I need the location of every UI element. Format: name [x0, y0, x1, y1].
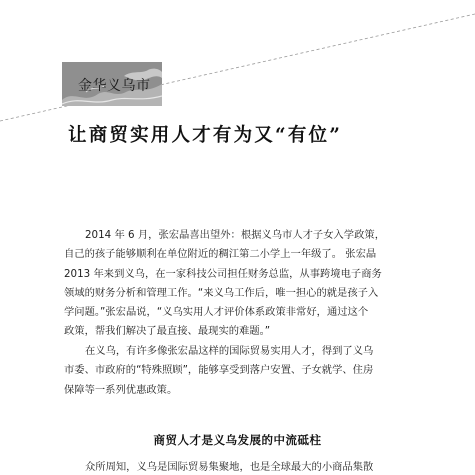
paragraph-line: 自己的孩子能够顺利在单位附近的稠江第二小学上一年级了。 张宏晶 [64, 248, 377, 261]
city-tag-label: 金华义乌市 [78, 78, 151, 94]
paragraph-1 [64, 226, 416, 342]
article-title: 让商贸实用人才有为又“有位” [68, 125, 343, 146]
paragraph-line: 领域的财务分析和管理工作。“来义乌工作后，唯一担心的就是孩子入 [64, 286, 379, 299]
paragraph-line: 2013 年来到义乌，在一家科技公司担任财务总监，从事跨境电子商务 [64, 267, 382, 280]
city-tag-banner [62, 62, 162, 106]
section-subheading: 商贸人才是义乌发展的中流砥柱 [153, 433, 322, 447]
paragraph-line: 市委、市政府的“特殊照顾”，能够享受到落户安置、子女就学、住房 [64, 364, 374, 377]
paragraph-line: 2014 年 6 月，张宏晶喜出望外：根据义乌市人才子女入学政策， [85, 229, 385, 241]
paragraph-2 [64, 342, 416, 400]
paragraph-line: 政策，帮我们解决了最直接、最现实的难题。” [64, 325, 271, 338]
paragraph-3-line: 众所周知，义乌是国际贸易集聚地，也是全球最大的小商品集散 [85, 461, 374, 473]
paragraph-line: 在义乌，有许多像张宏晶这样的国际贸易实用人才，得到了义乌 [85, 345, 374, 357]
paragraph-line: 学问题。”张宏晶说，“义乌实用人才评价体系政策非常好，通过这个 [64, 306, 369, 319]
paragraph-line: 保障等一系列优惠政策。 [64, 383, 178, 396]
